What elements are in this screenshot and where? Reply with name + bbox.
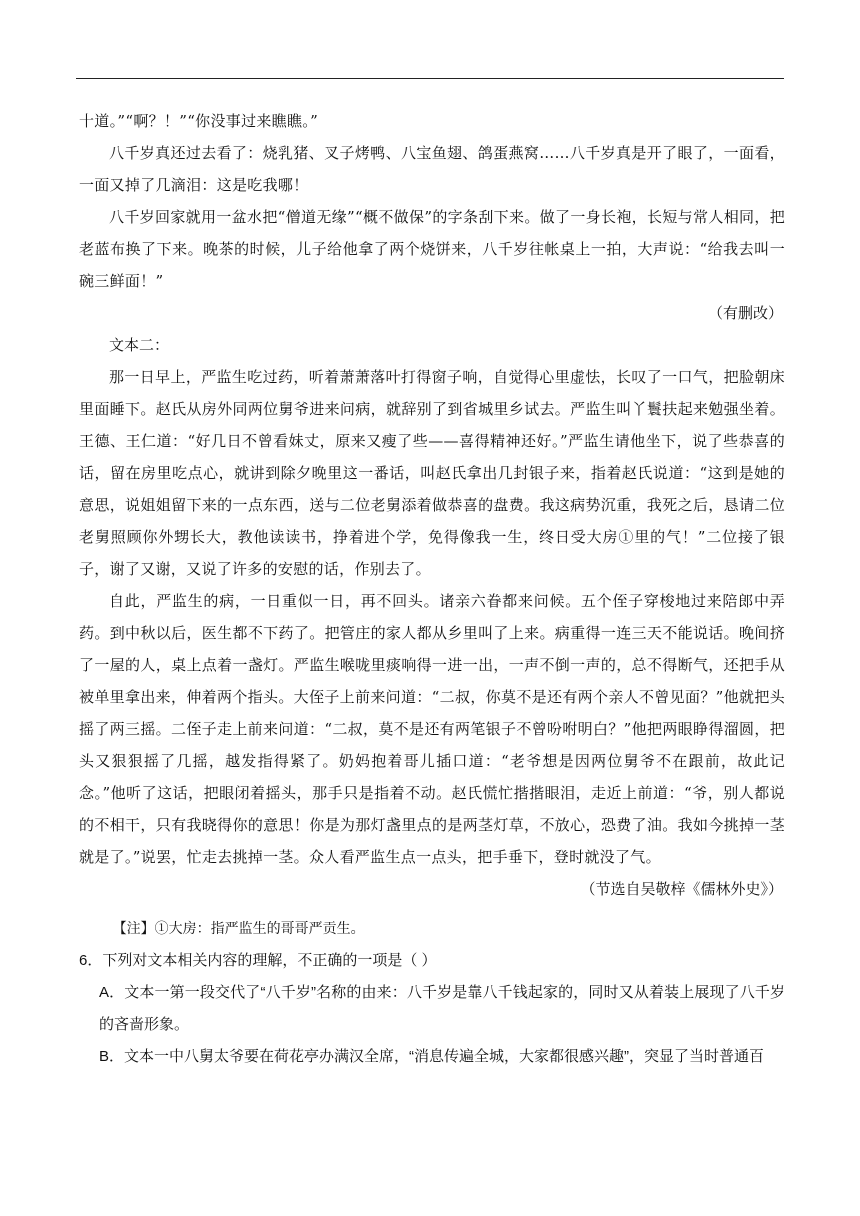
question-6-option-a: A．文本一第一段交代了“八千岁”名称的由来：八千岁是靠八千钱起家的，同时又从着装上展现了八千岁的吝啬形象。	[99, 984, 785, 1033]
passage-paragraph-2: 八千岁真还过去看了：烧乳猪、叉子烤鸭、八宝鱼翅、鸽蛋燕窝……八千岁真是开了眼了，一面看，一面又掉了几滴泪：这是吃我哪！	[79, 144, 785, 194]
text-two-paragraph-1: 那一日早上，严监生吃过药，听着萧萧落叶打得窗子响，自觉得心里虚怯，长叹了一口气，把脸朝床里面睡下。赵氏从房外同两位舅爷进来问病，就辞别了到省城里乡试去。严监生叫丫鬟扶起来勉强坐着。王德、王仁道：“好几日不曾看妹丈，原来又瘦了些——喜得精神还好。”严监生请他坐下，说了些恭喜的话，留在房里吃点心，就讲到除夕晚里这一番话，叫赵氏拿出几封银子来，指着赵氏说道：“这到是她的意思，说姐姐留下来的一点东西，送与二位老舅添着做恭喜的盘费。我这病势沉重，我死之后，恳请二位老舅照顾你外甥长大，教他读读书，挣着进个学，免得像我一生，终日受大房①里的气！”二位接了银子，谢了又谢，又说了许多的安慰的话，作别去了。	[79, 368, 785, 578]
header-rule	[76, 78, 784, 79]
passage-paragraph-3: 八千岁回家就用一盆水把“僧道无缘”“概不做保”的字条刮下来。做了一身长袍，长短与常人相同，把老蓝布换了下来。晚茶的时候，儿子给他拿了两个烧饼来，八千岁往帐桌上一拍，大声说：“给我去叫一碗三鲜面！”	[79, 208, 785, 290]
source-note-text-one: （有删改）	[707, 304, 783, 322]
source-note-text-two: （节选自吴敬梓《儒林外史》）	[580, 880, 783, 898]
text-two-label: 文本二：	[109, 336, 170, 354]
question-6-option-b: B．文本一中八舅太爷要在荷花亭办满汉全席，“消息传遍全城，大家都很感兴趣”，突显了当时普通百	[99, 1048, 764, 1065]
text-two-paragraph-2: 自此，严监生的病，一日重似一日，再不回头。诸亲六眷都来问候。五个侄子穿梭地过来陪郎中弄药。到中秋以后，医生都不下药了。把管庄的家人都从乡里叫了上来。病重得一连三天不能说话。晚间挤了一屋的人，桌上点着一盏灯。严监生喉咙里痰响得一进一出，一声不倒一声的，总不得断气，还把手从被单里拿出来，伸着两个指头。大侄子上前来问道：“二叔，你莫不是还有两个亲人不曾见面？”他就把头摇了两三摇。二侄子走上前来问道：“二叔，莫不是还有两笔银子不曾吩咐明白？”他把两眼睁得溜圆，把头又狠狠摇了几摇，越发指得紧了。奶妈抱着哥儿插口道：“老爷想是因两位舅爷不在跟前，故此记念。”他听了这话，把眼闭着摇头，那手只是指着不动。赵氏慌忙揩揩眼泪，走近上前道：“爷，别人都说的不相干，只有我晓得你的意思！你是为那灯盏里点的是两茎灯草，不放心，恐费了油。我如今挑掉一茎就是了。”说罢，忙走去挑掉一茎。众人看严监生点一点头，把手垂下，登时就没了气。	[79, 592, 785, 866]
annotation-note: 【注】①大房：指严监生的哥哥严贡生。	[112, 921, 365, 937]
document-body	[79, 105, 785, 1073]
passage-line-1: 十道。”“啊？！”“你没事过来瞧瞧。”	[79, 112, 319, 130]
question-6-stem: 6．下列对文本相关内容的理解，不正确的一项是（ ）	[79, 952, 437, 969]
